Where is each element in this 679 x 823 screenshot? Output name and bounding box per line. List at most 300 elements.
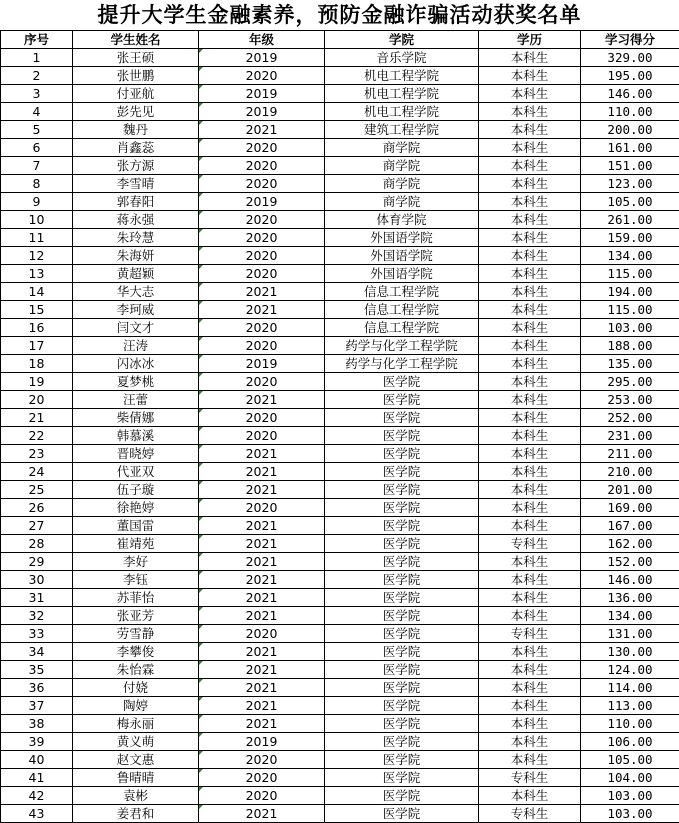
cell-education[interactable]: 本科生	[479, 49, 581, 67]
cell-education[interactable]: 本科生	[479, 607, 581, 625]
cell-score[interactable]: 134.00	[581, 607, 679, 625]
cell-index[interactable]: 36	[1, 679, 73, 697]
cell-index[interactable]: 15	[1, 301, 73, 319]
table-row[interactable]	[1, 121, 679, 139]
cell-college[interactable]: 医学院	[325, 769, 479, 787]
table-row[interactable]	[1, 643, 679, 661]
cell-index[interactable]: 41	[1, 769, 73, 787]
cell-grade[interactable]: 2020	[199, 373, 325, 391]
cell-name[interactable]: 李好	[73, 553, 199, 571]
cell-index[interactable]: 17	[1, 337, 73, 355]
cell-education[interactable]: 本科生	[479, 85, 581, 103]
cell-grade[interactable]: 2021	[199, 661, 325, 679]
cell-education[interactable]: 本科生	[479, 715, 581, 733]
cell-name[interactable]: 陶婷	[73, 697, 199, 715]
cell-education[interactable]: 本科生	[479, 679, 581, 697]
cell-college[interactable]: 医学院	[325, 409, 479, 427]
table-row[interactable]	[1, 211, 679, 229]
table-row[interactable]	[1, 85, 679, 103]
cell-score[interactable]: 103.00	[581, 787, 679, 805]
cell-grade[interactable]: 2020	[199, 265, 325, 283]
cell-score[interactable]: 136.00	[581, 589, 679, 607]
cell-index[interactable]: 9	[1, 193, 73, 211]
cell-score[interactable]: 146.00	[581, 571, 679, 589]
table-row[interactable]	[1, 319, 679, 337]
cell-name[interactable]: 苏菲怡	[73, 589, 199, 607]
cell-education[interactable]: 本科生	[479, 265, 581, 283]
table-row[interactable]	[1, 49, 679, 67]
cell-score[interactable]: 135.00	[581, 355, 679, 373]
cell-grade[interactable]: 2020	[199, 751, 325, 769]
cell-education[interactable]: 本科生	[479, 481, 581, 499]
cell-college[interactable]: 医学院	[325, 481, 479, 499]
cell-name[interactable]: 李攀俊	[73, 643, 199, 661]
cell-grade[interactable]: 2021	[199, 481, 325, 499]
table-row[interactable]	[1, 175, 679, 193]
cell-college[interactable]: 医学院	[325, 625, 479, 643]
table-row[interactable]	[1, 481, 679, 499]
cell-score[interactable]: 115.00	[581, 265, 679, 283]
table-row[interactable]	[1, 679, 679, 697]
cell-grade[interactable]: 2021	[199, 679, 325, 697]
cell-college[interactable]: 医学院	[325, 463, 479, 481]
cell-name[interactable]: 付娆	[73, 679, 199, 697]
cell-index[interactable]: 1	[1, 49, 73, 67]
cell-education[interactable]: 本科生	[479, 697, 581, 715]
cell-education[interactable]: 本科生	[479, 319, 581, 337]
cell-score[interactable]: 110.00	[581, 103, 679, 121]
cell-name[interactable]: 魏丹	[73, 121, 199, 139]
cell-education[interactable]: 本科生	[479, 355, 581, 373]
cell-score[interactable]: 169.00	[581, 499, 679, 517]
cell-score[interactable]: 105.00	[581, 751, 679, 769]
cell-college[interactable]: 医学院	[325, 499, 479, 517]
cell-index[interactable]: 4	[1, 103, 73, 121]
cell-education[interactable]: 本科生	[479, 643, 581, 661]
cell-grade[interactable]: 2021	[199, 643, 325, 661]
cell-name[interactable]: 李钰	[73, 571, 199, 589]
cell-education[interactable]: 本科生	[479, 427, 581, 445]
cell-index[interactable]: 37	[1, 697, 73, 715]
cell-grade[interactable]: 2020	[199, 139, 325, 157]
cell-grade[interactable]: 2020	[199, 499, 325, 517]
cell-grade[interactable]: 2021	[199, 715, 325, 733]
cell-name[interactable]: 张世鹏	[73, 67, 199, 85]
cell-index[interactable]: 5	[1, 121, 73, 139]
cell-grade[interactable]: 2020	[199, 787, 325, 805]
table-row[interactable]	[1, 571, 679, 589]
cell-score[interactable]: 162.00	[581, 535, 679, 553]
cell-index[interactable]: 14	[1, 283, 73, 301]
cell-score[interactable]: 131.00	[581, 625, 679, 643]
cell-college[interactable]: 医学院	[325, 733, 479, 751]
table-row[interactable]	[1, 751, 679, 769]
cell-grade[interactable]: 2021	[199, 391, 325, 409]
cell-index[interactable]: 11	[1, 229, 73, 247]
cell-grade[interactable]: 2020	[199, 625, 325, 643]
cell-education[interactable]: 本科生	[479, 445, 581, 463]
cell-college[interactable]: 建筑工程学院	[325, 121, 479, 139]
cell-score[interactable]: 114.00	[581, 679, 679, 697]
cell-grade[interactable]: 2021	[199, 463, 325, 481]
cell-grade[interactable]: 2021	[199, 301, 325, 319]
cell-index[interactable]: 25	[1, 481, 73, 499]
cell-name[interactable]: 黄义萌	[73, 733, 199, 751]
cell-score[interactable]: 146.00	[581, 85, 679, 103]
cell-name[interactable]: 郭春阳	[73, 193, 199, 211]
cell-index[interactable]: 27	[1, 517, 73, 535]
cell-name[interactable]: 华大志	[73, 283, 199, 301]
cell-score[interactable]: 124.00	[581, 661, 679, 679]
cell-index[interactable]: 34	[1, 643, 73, 661]
cell-name[interactable]: 晋晓婷	[73, 445, 199, 463]
cell-score[interactable]: 329.00	[581, 49, 679, 67]
table-row[interactable]	[1, 229, 679, 247]
cell-score[interactable]: 200.00	[581, 121, 679, 139]
cell-score[interactable]: 261.00	[581, 211, 679, 229]
cell-score[interactable]: 194.00	[581, 283, 679, 301]
cell-score[interactable]: 110.00	[581, 715, 679, 733]
cell-name[interactable]: 徐艳婷	[73, 499, 199, 517]
cell-index[interactable]: 8	[1, 175, 73, 193]
cell-name[interactable]: 赵文惠	[73, 751, 199, 769]
cell-score[interactable]: 123.00	[581, 175, 679, 193]
cell-education[interactable]: 本科生	[479, 211, 581, 229]
table-row[interactable]	[1, 391, 679, 409]
cell-index[interactable]: 10	[1, 211, 73, 229]
table-row[interactable]	[1, 733, 679, 751]
table-row[interactable]	[1, 607, 679, 625]
cell-college[interactable]: 医学院	[325, 553, 479, 571]
cell-grade[interactable]: 2020	[199, 175, 325, 193]
cell-name[interactable]: 朱怡霖	[73, 661, 199, 679]
cell-education[interactable]: 本科生	[479, 463, 581, 481]
cell-name[interactable]: 鲁晴晴	[73, 769, 199, 787]
cell-grade[interactable]: 2020	[199, 769, 325, 787]
cell-college[interactable]: 药学与化学工程学院	[325, 337, 479, 355]
cell-college[interactable]: 体育学院	[325, 211, 479, 229]
cell-score[interactable]: 104.00	[581, 769, 679, 787]
cell-grade[interactable]: 2021	[199, 571, 325, 589]
table-row[interactable]	[1, 787, 679, 805]
cell-name[interactable]: 韩慕溪	[73, 427, 199, 445]
table-row[interactable]	[1, 247, 679, 265]
table-row[interactable]	[1, 661, 679, 679]
cell-index[interactable]: 18	[1, 355, 73, 373]
cell-name[interactable]: 崔靖苑	[73, 535, 199, 553]
table-row[interactable]	[1, 337, 679, 355]
table-row[interactable]	[1, 625, 679, 643]
cell-grade[interactable]: 2021	[199, 553, 325, 571]
cell-name[interactable]: 付亚航	[73, 85, 199, 103]
cell-index[interactable]: 13	[1, 265, 73, 283]
cell-grade[interactable]: 2021	[199, 697, 325, 715]
cell-college[interactable]: 医学院	[325, 787, 479, 805]
cell-name[interactable]: 张方源	[73, 157, 199, 175]
cell-name[interactable]: 汪蕾	[73, 391, 199, 409]
cell-education[interactable]: 本科生	[479, 391, 581, 409]
cell-education[interactable]: 专科生	[479, 625, 581, 643]
cell-score[interactable]: 134.00	[581, 247, 679, 265]
table-row[interactable]	[1, 535, 679, 553]
cell-college[interactable]: 音乐学院	[325, 49, 479, 67]
cell-education[interactable]: 专科生	[479, 805, 581, 823]
cell-name[interactable]: 朱海妍	[73, 247, 199, 265]
cell-name[interactable]: 朱玲慧	[73, 229, 199, 247]
cell-score[interactable]: 130.00	[581, 643, 679, 661]
cell-education[interactable]: 本科生	[479, 247, 581, 265]
cell-education[interactable]: 本科生	[479, 589, 581, 607]
cell-college[interactable]: 商学院	[325, 175, 479, 193]
table-row[interactable]	[1, 265, 679, 283]
cell-college[interactable]: 信息工程学院	[325, 301, 479, 319]
cell-college[interactable]: 机电工程学院	[325, 85, 479, 103]
cell-education[interactable]: 本科生	[479, 751, 581, 769]
cell-college[interactable]: 医学院	[325, 535, 479, 553]
cell-index[interactable]: 19	[1, 373, 73, 391]
cell-index[interactable]: 29	[1, 553, 73, 571]
cell-score[interactable]: 151.00	[581, 157, 679, 175]
cell-college[interactable]: 外国语学院	[325, 247, 479, 265]
cell-index[interactable]: 3	[1, 85, 73, 103]
cell-education[interactable]: 本科生	[479, 139, 581, 157]
cell-college[interactable]: 商学院	[325, 157, 479, 175]
cell-score[interactable]: 105.00	[581, 193, 679, 211]
cell-index[interactable]: 33	[1, 625, 73, 643]
cell-name[interactable]: 柴倩娜	[73, 409, 199, 427]
cell-index[interactable]: 30	[1, 571, 73, 589]
cell-education[interactable]: 专科生	[479, 535, 581, 553]
cell-index[interactable]: 39	[1, 733, 73, 751]
cell-grade[interactable]: 2021	[199, 607, 325, 625]
cell-name[interactable]: 黄超颖	[73, 265, 199, 283]
cell-education[interactable]: 本科生	[479, 787, 581, 805]
cell-college[interactable]: 医学院	[325, 607, 479, 625]
cell-college[interactable]: 机电工程学院	[325, 67, 479, 85]
table-row[interactable]	[1, 139, 679, 157]
cell-grade[interactable]: 2020	[199, 67, 325, 85]
table-row[interactable]	[1, 553, 679, 571]
cell-score[interactable]: 115.00	[581, 301, 679, 319]
cell-index[interactable]: 40	[1, 751, 73, 769]
cell-score[interactable]: 188.00	[581, 337, 679, 355]
cell-index[interactable]: 6	[1, 139, 73, 157]
cell-college[interactable]: 医学院	[325, 589, 479, 607]
cell-index[interactable]: 7	[1, 157, 73, 175]
cell-education[interactable]: 本科生	[479, 499, 581, 517]
cell-college[interactable]: 外国语学院	[325, 265, 479, 283]
table-row[interactable]	[1, 355, 679, 373]
cell-education[interactable]: 本科生	[479, 157, 581, 175]
cell-grade[interactable]: 2021	[199, 517, 325, 535]
cell-index[interactable]: 26	[1, 499, 73, 517]
cell-score[interactable]: 113.00	[581, 697, 679, 715]
cell-education[interactable]: 本科生	[479, 175, 581, 193]
cell-education[interactable]: 本科生	[479, 229, 581, 247]
cell-college[interactable]: 医学院	[325, 751, 479, 769]
cell-grade[interactable]: 2020	[199, 157, 325, 175]
cell-score[interactable]: 103.00	[581, 319, 679, 337]
cell-grade[interactable]: 2020	[199, 229, 325, 247]
cell-college[interactable]: 机电工程学院	[325, 103, 479, 121]
cell-grade[interactable]: 2019	[199, 733, 325, 751]
cell-education[interactable]: 本科生	[479, 121, 581, 139]
cell-education[interactable]: 本科生	[479, 661, 581, 679]
cell-index[interactable]: 35	[1, 661, 73, 679]
cell-education[interactable]: 专科生	[479, 769, 581, 787]
cell-score[interactable]: 295.00	[581, 373, 679, 391]
cell-education[interactable]: 本科生	[479, 337, 581, 355]
cell-score[interactable]: 252.00	[581, 409, 679, 427]
cell-index[interactable]: 23	[1, 445, 73, 463]
cell-index[interactable]: 43	[1, 805, 73, 823]
cell-index[interactable]: 2	[1, 67, 73, 85]
cell-college[interactable]: 商学院	[325, 139, 479, 157]
table-row[interactable]	[1, 715, 679, 733]
cell-score[interactable]: 195.00	[581, 67, 679, 85]
table-row[interactable]	[1, 283, 679, 301]
cell-grade[interactable]: 2019	[199, 103, 325, 121]
cell-score[interactable]: 253.00	[581, 391, 679, 409]
cell-score[interactable]: 161.00	[581, 139, 679, 157]
cell-name[interactable]: 袁彬	[73, 787, 199, 805]
cell-education[interactable]: 本科生	[479, 373, 581, 391]
cell-name[interactable]: 代亚双	[73, 463, 199, 481]
cell-score[interactable]: 211.00	[581, 445, 679, 463]
cell-index[interactable]: 32	[1, 607, 73, 625]
table-row[interactable]	[1, 193, 679, 211]
cell-grade[interactable]: 2019	[199, 193, 325, 211]
table-row[interactable]	[1, 409, 679, 427]
cell-grade[interactable]: 2020	[199, 337, 325, 355]
table-row[interactable]	[1, 517, 679, 535]
cell-name[interactable]: 张王硕	[73, 49, 199, 67]
cell-grade[interactable]: 2020	[199, 409, 325, 427]
cell-grade[interactable]: 2020	[199, 247, 325, 265]
table-row[interactable]	[1, 463, 679, 481]
cell-name[interactable]: 闫文才	[73, 319, 199, 337]
cell-grade[interactable]: 2019	[199, 85, 325, 103]
cell-name[interactable]: 劳雪静	[73, 625, 199, 643]
cell-college[interactable]: 医学院	[325, 679, 479, 697]
cell-college[interactable]: 商学院	[325, 193, 479, 211]
cell-college[interactable]: 药学与化学工程学院	[325, 355, 479, 373]
cell-grade[interactable]: 2020	[199, 319, 325, 337]
table-row[interactable]	[1, 103, 679, 121]
table-row[interactable]	[1, 697, 679, 715]
cell-name[interactable]: 汪涛	[73, 337, 199, 355]
cell-college[interactable]: 医学院	[325, 643, 479, 661]
cell-college[interactable]: 医学院	[325, 805, 479, 823]
cell-education[interactable]: 本科生	[479, 553, 581, 571]
cell-score[interactable]: 201.00	[581, 481, 679, 499]
cell-college[interactable]: 外国语学院	[325, 229, 479, 247]
cell-grade[interactable]: 2020	[199, 427, 325, 445]
cell-college[interactable]: 医学院	[325, 445, 479, 463]
cell-college[interactable]: 医学院	[325, 427, 479, 445]
table-row[interactable]	[1, 427, 679, 445]
cell-college[interactable]: 信息工程学院	[325, 283, 479, 301]
cell-index[interactable]: 16	[1, 319, 73, 337]
cell-score[interactable]: 103.00	[581, 805, 679, 823]
cell-grade[interactable]: 2020	[199, 211, 325, 229]
cell-index[interactable]: 20	[1, 391, 73, 409]
cell-grade[interactable]: 2021	[199, 805, 325, 823]
cell-score[interactable]: 210.00	[581, 463, 679, 481]
cell-name[interactable]: 伍子璇	[73, 481, 199, 499]
table-row[interactable]	[1, 499, 679, 517]
cell-grade[interactable]: 2021	[199, 283, 325, 301]
cell-grade[interactable]: 2021	[199, 121, 325, 139]
cell-college[interactable]: 信息工程学院	[325, 319, 479, 337]
cell-grade[interactable]: 2021	[199, 535, 325, 553]
cell-index[interactable]: 22	[1, 427, 73, 445]
table-row[interactable]	[1, 373, 679, 391]
cell-name[interactable]: 蒋永强	[73, 211, 199, 229]
cell-grade[interactable]: 2021	[199, 589, 325, 607]
table-row[interactable]	[1, 67, 679, 85]
cell-index[interactable]: 38	[1, 715, 73, 733]
cell-index[interactable]: 42	[1, 787, 73, 805]
cell-college[interactable]: 医学院	[325, 661, 479, 679]
cell-education[interactable]: 本科生	[479, 409, 581, 427]
cell-name[interactable]: 梅永丽	[73, 715, 199, 733]
cell-education[interactable]: 本科生	[479, 733, 581, 751]
cell-college[interactable]: 医学院	[325, 571, 479, 589]
cell-education[interactable]: 本科生	[479, 301, 581, 319]
cell-index[interactable]: 24	[1, 463, 73, 481]
table-row[interactable]	[1, 589, 679, 607]
cell-education[interactable]: 本科生	[479, 67, 581, 85]
table-row[interactable]	[1, 301, 679, 319]
cell-college[interactable]: 医学院	[325, 517, 479, 535]
table-row[interactable]	[1, 445, 679, 463]
cell-college[interactable]: 医学院	[325, 373, 479, 391]
cell-name[interactable]: 彭先见	[73, 103, 199, 121]
table-row[interactable]	[1, 769, 679, 787]
cell-name[interactable]: 夏梦桃	[73, 373, 199, 391]
cell-name[interactable]: 肖鑫蕊	[73, 139, 199, 157]
cell-index[interactable]: 12	[1, 247, 73, 265]
cell-index[interactable]: 21	[1, 409, 73, 427]
cell-score[interactable]: 106.00	[581, 733, 679, 751]
cell-college[interactable]: 医学院	[325, 391, 479, 409]
cell-name[interactable]: 董国雷	[73, 517, 199, 535]
cell-score[interactable]: 159.00	[581, 229, 679, 247]
cell-score[interactable]: 152.00	[581, 553, 679, 571]
cell-education[interactable]: 本科生	[479, 193, 581, 211]
cell-name[interactable]: 闪冰冰	[73, 355, 199, 373]
cell-name[interactable]: 姜君和	[73, 805, 199, 823]
cell-score[interactable]: 231.00	[581, 427, 679, 445]
cell-name[interactable]: 李珂威	[73, 301, 199, 319]
cell-grade[interactable]: 2019	[199, 49, 325, 67]
cell-college[interactable]: 医学院	[325, 715, 479, 733]
cell-education[interactable]: 本科生	[479, 103, 581, 121]
cell-education[interactable]: 本科生	[479, 517, 581, 535]
cell-education[interactable]: 本科生	[479, 571, 581, 589]
cell-name[interactable]: 张亚芳	[73, 607, 199, 625]
cell-grade[interactable]: 2019	[199, 355, 325, 373]
table-row[interactable]	[1, 157, 679, 175]
cell-education[interactable]: 本科生	[479, 283, 581, 301]
cell-index[interactable]: 28	[1, 535, 73, 553]
cell-name[interactable]: 李雪晴	[73, 175, 199, 193]
cell-grade[interactable]: 2021	[199, 445, 325, 463]
cell-index[interactable]: 31	[1, 589, 73, 607]
cell-college[interactable]: 医学院	[325, 697, 479, 715]
table-row[interactable]	[1, 805, 679, 823]
